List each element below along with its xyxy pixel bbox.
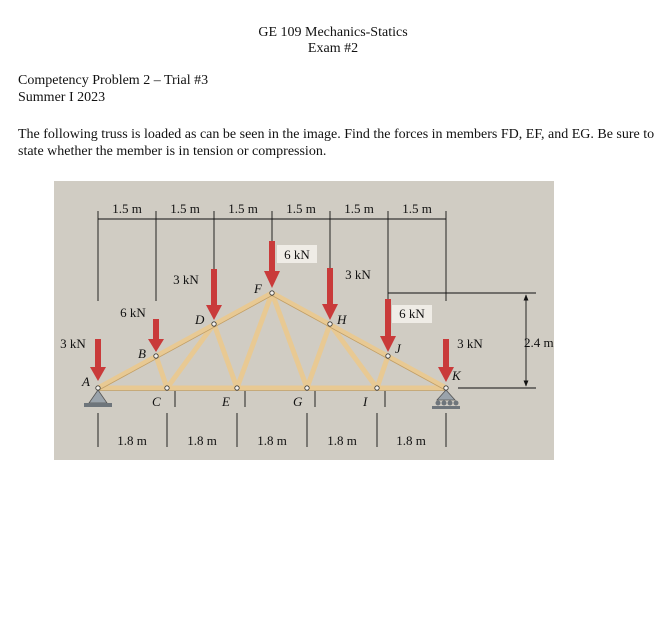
- node-label-e: E: [222, 394, 230, 409]
- node-label-b: B: [138, 346, 146, 361]
- node-label-a: A: [82, 374, 90, 389]
- problem-term: Summer I 2023: [18, 90, 106, 105]
- node-label-d: D: [195, 312, 205, 327]
- top-spacing-3: 1.5 m: [228, 201, 258, 216]
- problem-statement: The following truss is loaded as can be seen in the image. Find the forces in members FD, EF, and EG. Be sure to state whether the member is in tension or compression.: [18, 127, 655, 159]
- bottom-spacing-4: 1.8 m: [327, 433, 357, 448]
- bottom-spacing-5: 1.8 m: [396, 433, 426, 448]
- load-label-f: 6 kN: [284, 247, 310, 262]
- load-label-d: 3 kN: [173, 272, 199, 287]
- bottom-spacing-1: 1.8 m: [117, 433, 147, 448]
- bottom-spacing-3: 1.8 m: [257, 433, 287, 448]
- load-label-right: 3 kN: [457, 336, 483, 351]
- node-label-g: G: [293, 394, 303, 409]
- exam-title: Exam #2: [307, 41, 359, 56]
- top-spacing-1: 1.5 m: [112, 201, 142, 216]
- load-label-left: 3 kN: [60, 336, 86, 351]
- node-label-j: J: [395, 341, 401, 356]
- node-label-c: C: [152, 394, 161, 409]
- height-dimension-label: 2.4 m: [524, 335, 554, 350]
- load-label-h: 3 kN: [345, 267, 371, 282]
- node-label-f: F: [254, 281, 262, 296]
- load-label-b: 6 kN: [120, 305, 146, 320]
- node-label-h: H: [337, 312, 347, 327]
- truss-diagram: [54, 181, 554, 460]
- truss-figure: [54, 181, 554, 465]
- bottom-spacing-2: 1.8 m: [187, 433, 217, 448]
- top-spacing-2: 1.5 m: [170, 201, 200, 216]
- course-title: GE 109 Mechanics-Statics: [258, 25, 408, 40]
- problem-title: Competency Problem 2 – Trial #3: [18, 73, 209, 88]
- photo-shading: [54, 181, 554, 460]
- load-label-j: 6 kN: [399, 306, 425, 321]
- node-label-i: I: [363, 394, 368, 409]
- top-spacing-5: 1.5 m: [344, 201, 374, 216]
- node-label-k: K: [452, 368, 461, 383]
- top-spacing-4: 1.5 m: [286, 201, 316, 216]
- top-spacing-6: 1.5 m: [402, 201, 432, 216]
